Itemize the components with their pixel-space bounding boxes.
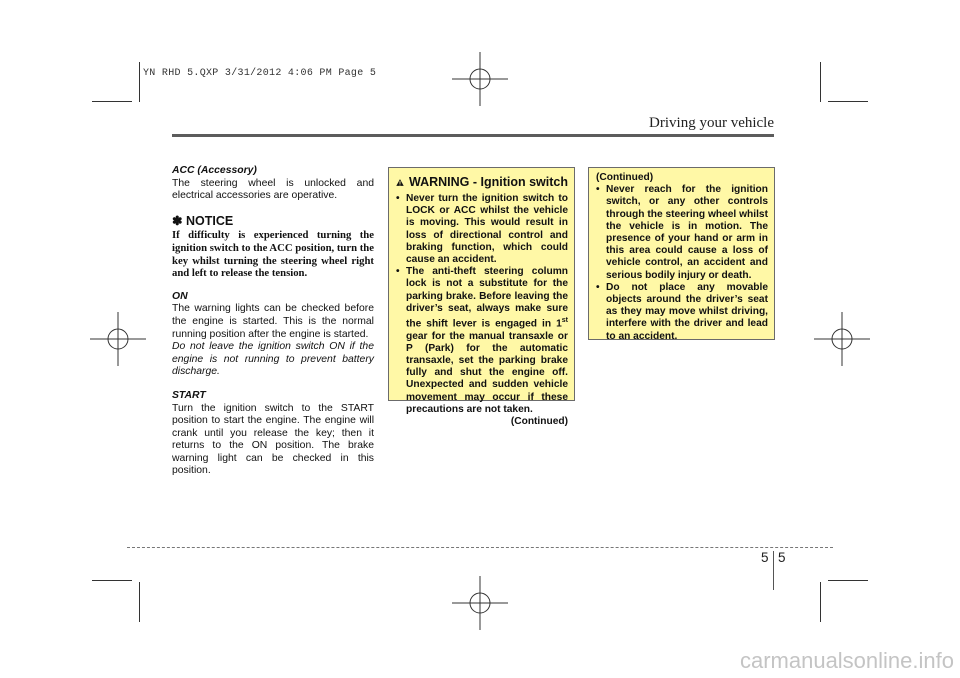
warning-triangle-icon <box>396 176 404 189</box>
on-heading: ON <box>172 290 188 302</box>
acc-heading: ACC (Accessory) <box>172 165 257 176</box>
acc-text: The steering wheel is unlocked and electrical accessories are operative. <box>172 177 374 202</box>
page-number: 5 <box>778 550 786 565</box>
on-italic-note: Do not leave the ignition switch ON if the engine is not running to prevent battery discharge. <box>172 341 374 378</box>
header-rule <box>172 134 774 137</box>
warning-heading <box>396 176 568 189</box>
on-text: The warning lights can be checked before the engine is started. This is the normal running position after the engine is started. <box>172 303 374 340</box>
continued-heading: (Continued) <box>596 172 654 183</box>
watermark: carmanualsonline.info <box>739 648 954 673</box>
chapter-number: 5 <box>761 550 769 565</box>
warning-list <box>396 193 568 416</box>
continued-item: • Never reach for the ignition switch, or any other controls through the steering wheel whilst the vehicle is in motion. The presence of your hand or arm in this area could cause a loss of vehicle control, an accident and serious bodily injury or death. <box>596 184 768 282</box>
start-heading: START <box>172 389 206 401</box>
section-title: Driving your vehicle <box>649 115 774 131</box>
ordinal-suffix: st <box>561 317 568 325</box>
warning-item-text: The anti-theft steering column lock is not a substitute for the parking brake. Before leaving the driver’s seat, always make sure the shift lever is engaged in 1 <box>406 266 568 330</box>
continued-label: (Continued) <box>510 416 568 428</box>
continued-item: • Do not place any movable objects around the driver’s seat as they may move whilst driving, interfere with the driver and lead to an accident. <box>596 282 768 343</box>
notice-label: NOTICE <box>185 213 234 228</box>
footer-dashed-rule <box>127 547 833 548</box>
notice-heading <box>172 215 374 228</box>
page-number-divider <box>773 551 774 590</box>
continued-box <box>588 167 775 340</box>
printer-slug: YN RHD 5.QXP 3/31/2012 4:06 PM Page 5 <box>143 68 377 79</box>
continued-list <box>596 184 768 343</box>
notice-text: If difficulty is experienced turning the ignition switch to the ACC position, turn the key whilst turning the steering wheel right and left to release the tension. <box>172 229 374 280</box>
warning-title: WARNING - Ignition switch <box>408 175 568 190</box>
start-text: Turn the ignition switch to the START position to start the engine. The engine will crank until you release the key; then it returns to the ON position. The brake warning light can be checked in this position. <box>172 402 374 477</box>
warning-item <box>396 266 568 416</box>
warning-box <box>388 167 575 428</box>
warning-item: • Never turn the ignition switch to LOCK or ACC whilst the vehicle is moving. This would result in loss of directional control and braking function, which could cause an accident. <box>396 193 568 266</box>
notice-star-icon: ✽ <box>172 213 183 228</box>
warning-item-text: gear for the manual transaxle or P (Park) for the automatic transaxle, set the parking brake fully and shut the engine off. Unexpected and sudden vehicle movement may occur if these precautions are not taken. <box>406 330 568 415</box>
left-column <box>172 165 374 478</box>
